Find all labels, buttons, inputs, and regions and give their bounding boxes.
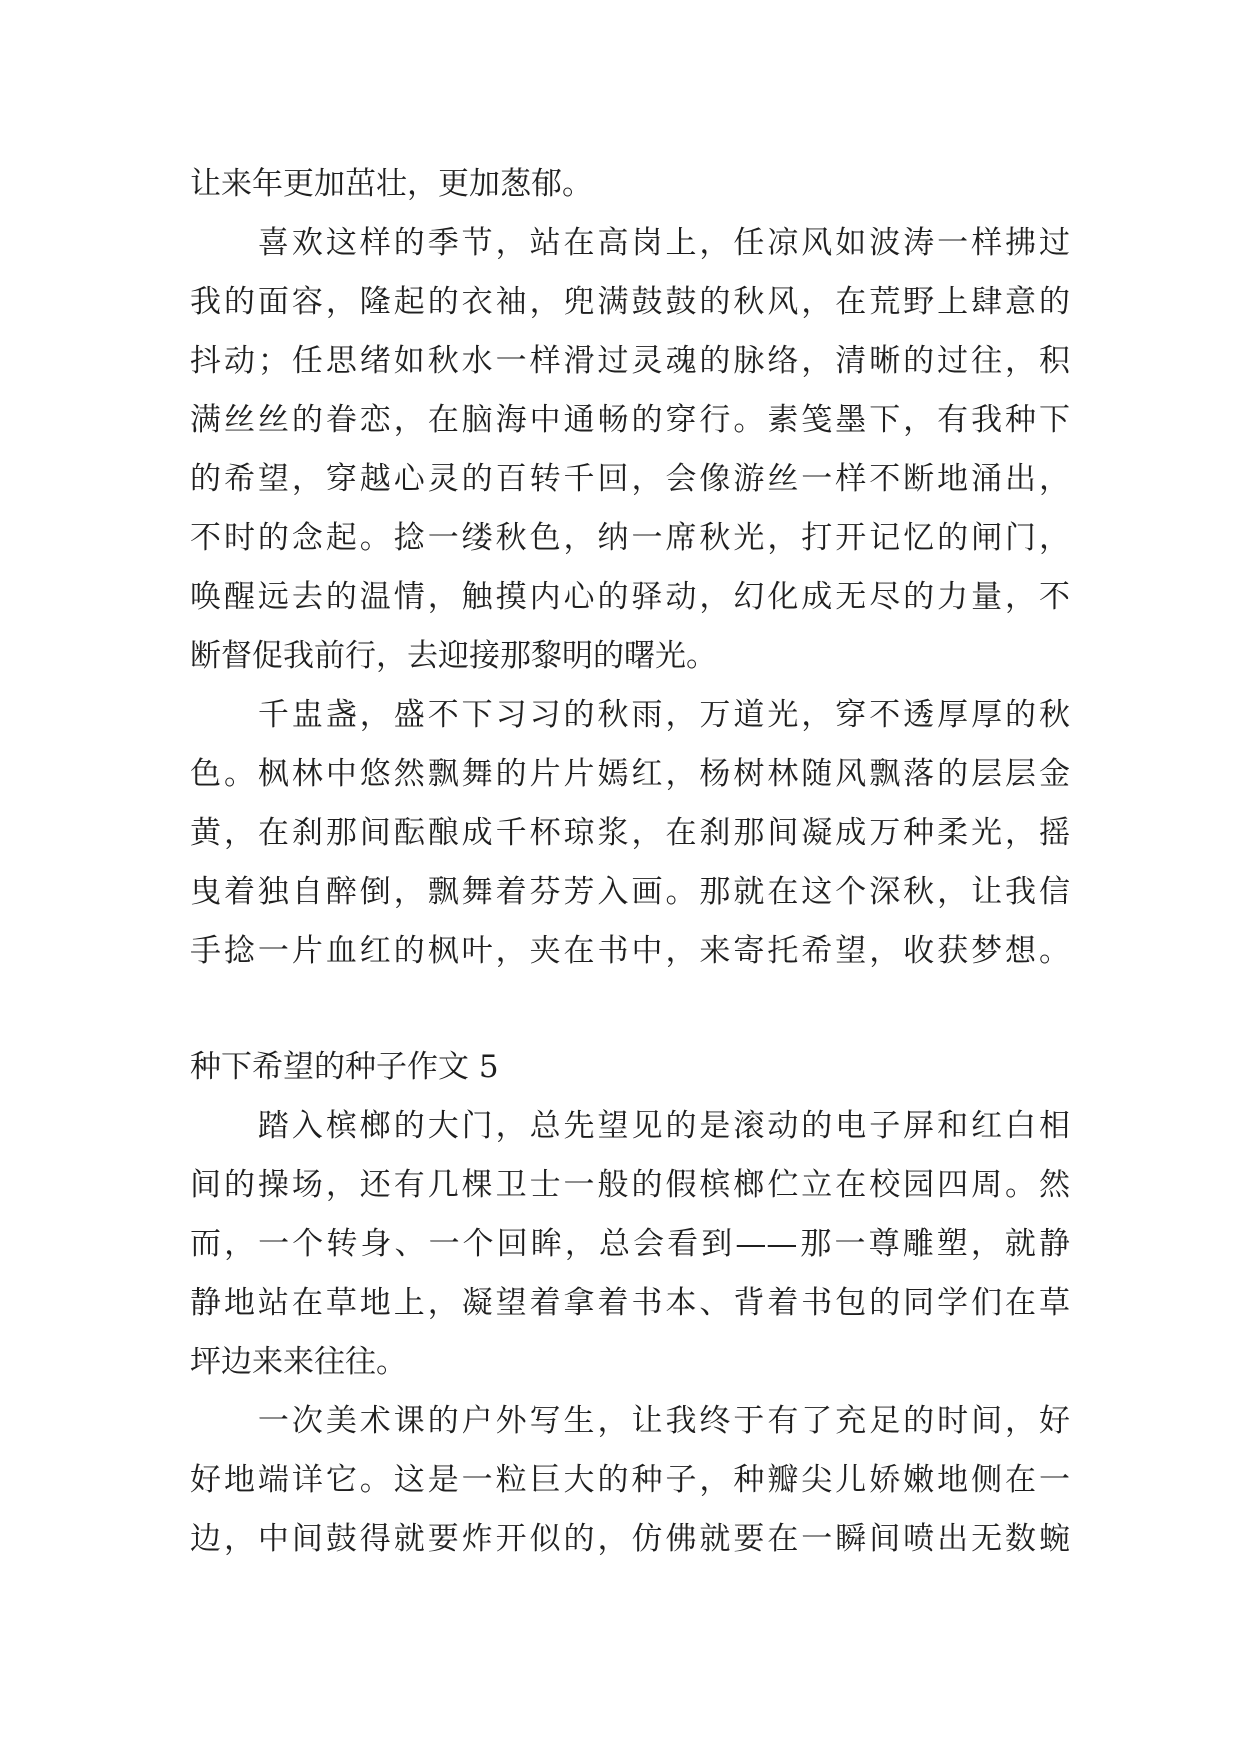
text-line: 断督促我前行，去迎接那黎明的曙光。: [190, 638, 717, 674]
text-line: 曳着独自醉倒，飘舞着芬芳入画。那就在这个深秋，让我信: [190, 874, 1070, 910]
paragraph-1: [190, 155, 1070, 214]
section-heading: 种下希望的种子作文 5: [190, 1049, 499, 1085]
text-line: 让来年更加茁壮，更加葱郁。: [190, 166, 593, 202]
text-line: 的希望，穿越心灵的百转千回，会像游丝一样不断地涌出，: [190, 461, 1070, 497]
document-body: [190, 155, 1070, 1569]
paragraph-2: [190, 214, 1070, 686]
text-line: 抖动；任思绪如秋水一样滑过灵魂的脉络，清晰的过往，积: [190, 343, 1070, 379]
text-line: 黄，在刹那间酝酿成千杯琼浆，在刹那间凝成万种柔光，摇: [190, 815, 1070, 851]
text-line: 静地站在草地上，凝望着拿着书本、背着书包的同学们在草: [190, 1285, 1070, 1321]
text-line: 坪边来来往往。: [190, 1344, 407, 1380]
text-line: 喜欢这样的季节，站在高岗上，任凉风如波涛一样拂过: [190, 225, 1070, 261]
section-heading-block: [190, 1038, 1070, 1097]
text-line: 间的操场，还有几棵卫士一般的假槟榔伫立在校园四周。然: [190, 1167, 1070, 1203]
text-line: 边，中间鼓得就要炸开似的，仿佛就要在一瞬间喷出无数蜿: [190, 1521, 1070, 1557]
text-line: 手捻一片血红的枫叶，夹在书中，来寄托希望，收获梦想。: [190, 933, 1070, 969]
paragraph-5: [190, 1392, 1070, 1569]
text-line: 而，一个转身、一个回眸，总会看到——那一尊雕塑，就静: [190, 1226, 1070, 1262]
text-line: 唤醒远去的温情，触摸内心的驿动，幻化成无尽的力量，不: [190, 579, 1070, 615]
text-line: 不时的念起。捻一缕秋色，纳一席秋光，打开记忆的闸门，: [190, 520, 1070, 556]
text-line: 色。枫林中悠然飘舞的片片嫣红，杨树林随风飘落的层层金: [190, 756, 1070, 792]
paragraph-4: [190, 1097, 1070, 1392]
text-line: 千盅盏，盛不下习习的秋雨，万道光，穿不透厚厚的秋: [190, 697, 1070, 733]
text-line: 我的面容，隆起的衣袖，兜满鼓鼓的秋风，在荒野上肆意的: [190, 284, 1070, 320]
section-spacer: [190, 981, 1070, 1038]
text-line: 踏入槟榔的大门，总先望见的是滚动的电子屏和红白相: [190, 1108, 1070, 1144]
paragraph-3: [190, 686, 1070, 981]
text-line: 满丝丝的眷恋，在脑海中通畅的穿行。素笺墨下，有我种下: [190, 402, 1070, 438]
text-line: 好地端详它。这是一粒巨大的种子，种瓣尖儿娇嫩地侧在一: [190, 1462, 1070, 1498]
text-line: 一次美术课的户外写生，让我终于有了充足的时间，好: [190, 1403, 1070, 1439]
